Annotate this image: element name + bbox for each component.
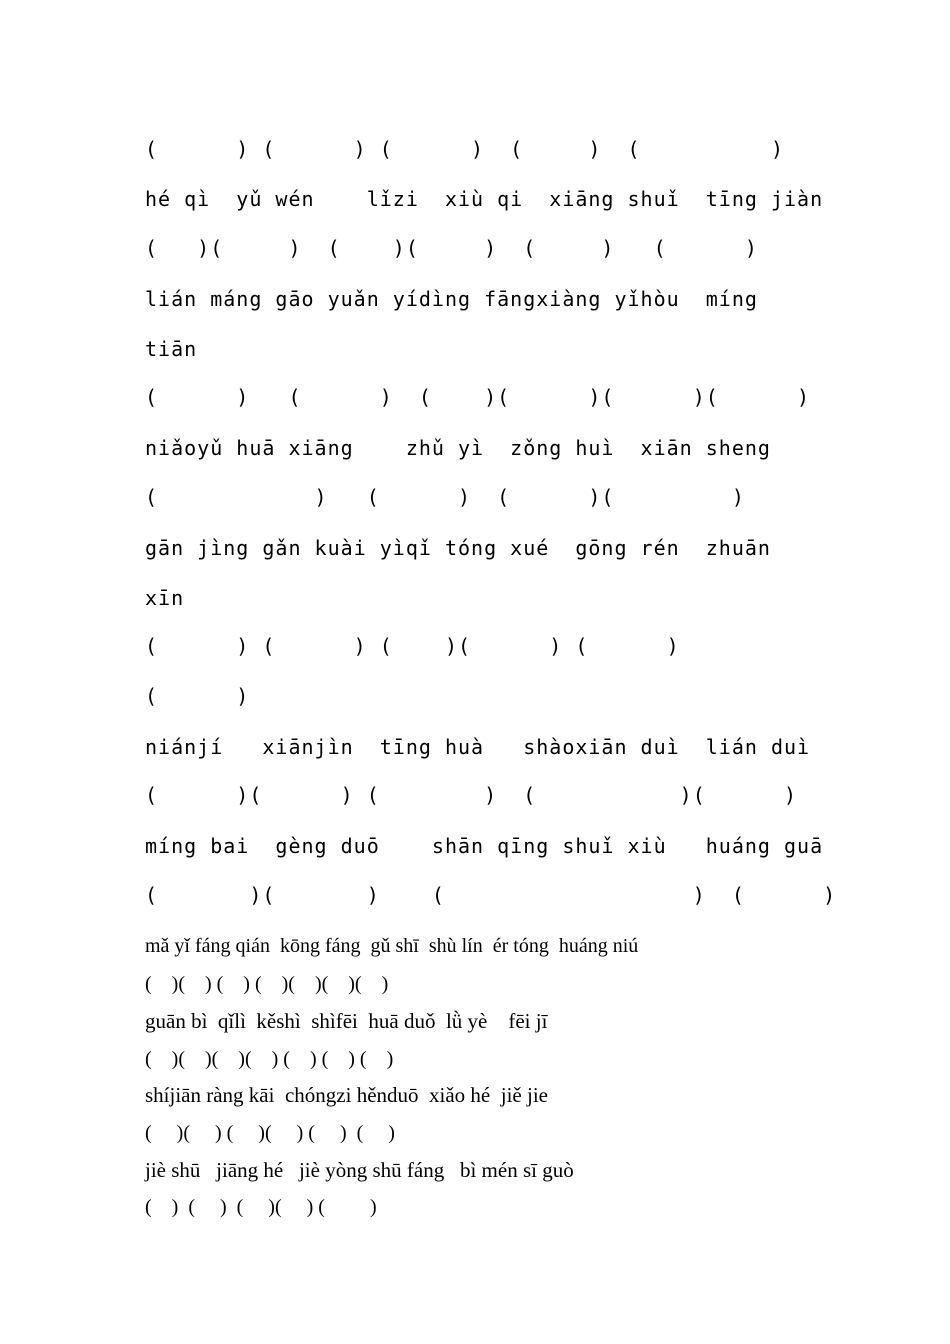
pinyin-row-5: niánjí xiānjìn tīng huà shàoxiān duì lián duì [145, 735, 811, 759]
blank-row-2: ( )( ) ( )( ) ( ) ( ) [145, 236, 758, 260]
pinyin-row-1: hé qì yǔ wén lǐzi xiù qi xiāng shuǐ tīng jiàn [145, 187, 824, 211]
blank-row-10: ( )( ) ( )( ) ( ) ( ) [145, 1122, 395, 1144]
pinyin-row-2: lián máng gāo yuǎn yídìng fāngxiàng yǐhòu míng [145, 287, 758, 311]
blank-row-7: ( )( ) ( ) ( ) [145, 883, 837, 907]
blank-row-1: ( ) ( ) ( ) ( ) ( ) [145, 137, 785, 161]
pinyin-row-9: shíjiān ràng kāi chóngzi hěnduō xiǎo hé jiě jie [145, 1083, 548, 1107]
pinyin-row-7: mǎ yǐ fáng qián kōng fáng gǔ shī shù lín ér tóng huáng niú [145, 935, 639, 957]
pinyin-row-4-wrap: xīn [145, 586, 185, 610]
pinyin-row-8: guān bì qǐlì kěshì shìfēi huā duǒ lǜ yè fēi jī [145, 1009, 548, 1033]
blank-row-11: ( ) ( ) ( )( ) ( ) [145, 1196, 377, 1218]
blank-row-9: ( )( )( )( ) ( ) ( ) ( ) [145, 1048, 394, 1070]
blank-row-3: ( ) ( ) ( )( )( )( ) [145, 385, 811, 409]
pinyin-row-2-wrap: tiān [145, 337, 198, 361]
pinyin-row-10: jiè shū jiāng hé jiè yòng shū fáng bì mén sī guò [145, 1158, 574, 1182]
pinyin-row-3: niǎoyǔ huā xiāng zhǔ yì zǒng huì xiān sheng [145, 436, 771, 460]
blank-row-6: ( )( ) ( ) ( )( ) [145, 783, 798, 807]
pinyin-row-4: gān jìng gǎn kuài yìqǐ tóng xué gōng rén zhuān [145, 536, 771, 560]
blank-row-4: ( ) ( ) ( )( ) [145, 485, 745, 509]
blank-row-5-wrap: ( ) [145, 684, 250, 708]
blank-row-5: ( ) ( ) ( )( ) ( ) [145, 634, 680, 658]
blank-row-8: ( )( ) ( ) ( )( )( )( ) [145, 973, 389, 995]
pinyin-row-6: míng bai gèng duō shān qīng shuǐ xiù huáng guā [145, 834, 824, 858]
